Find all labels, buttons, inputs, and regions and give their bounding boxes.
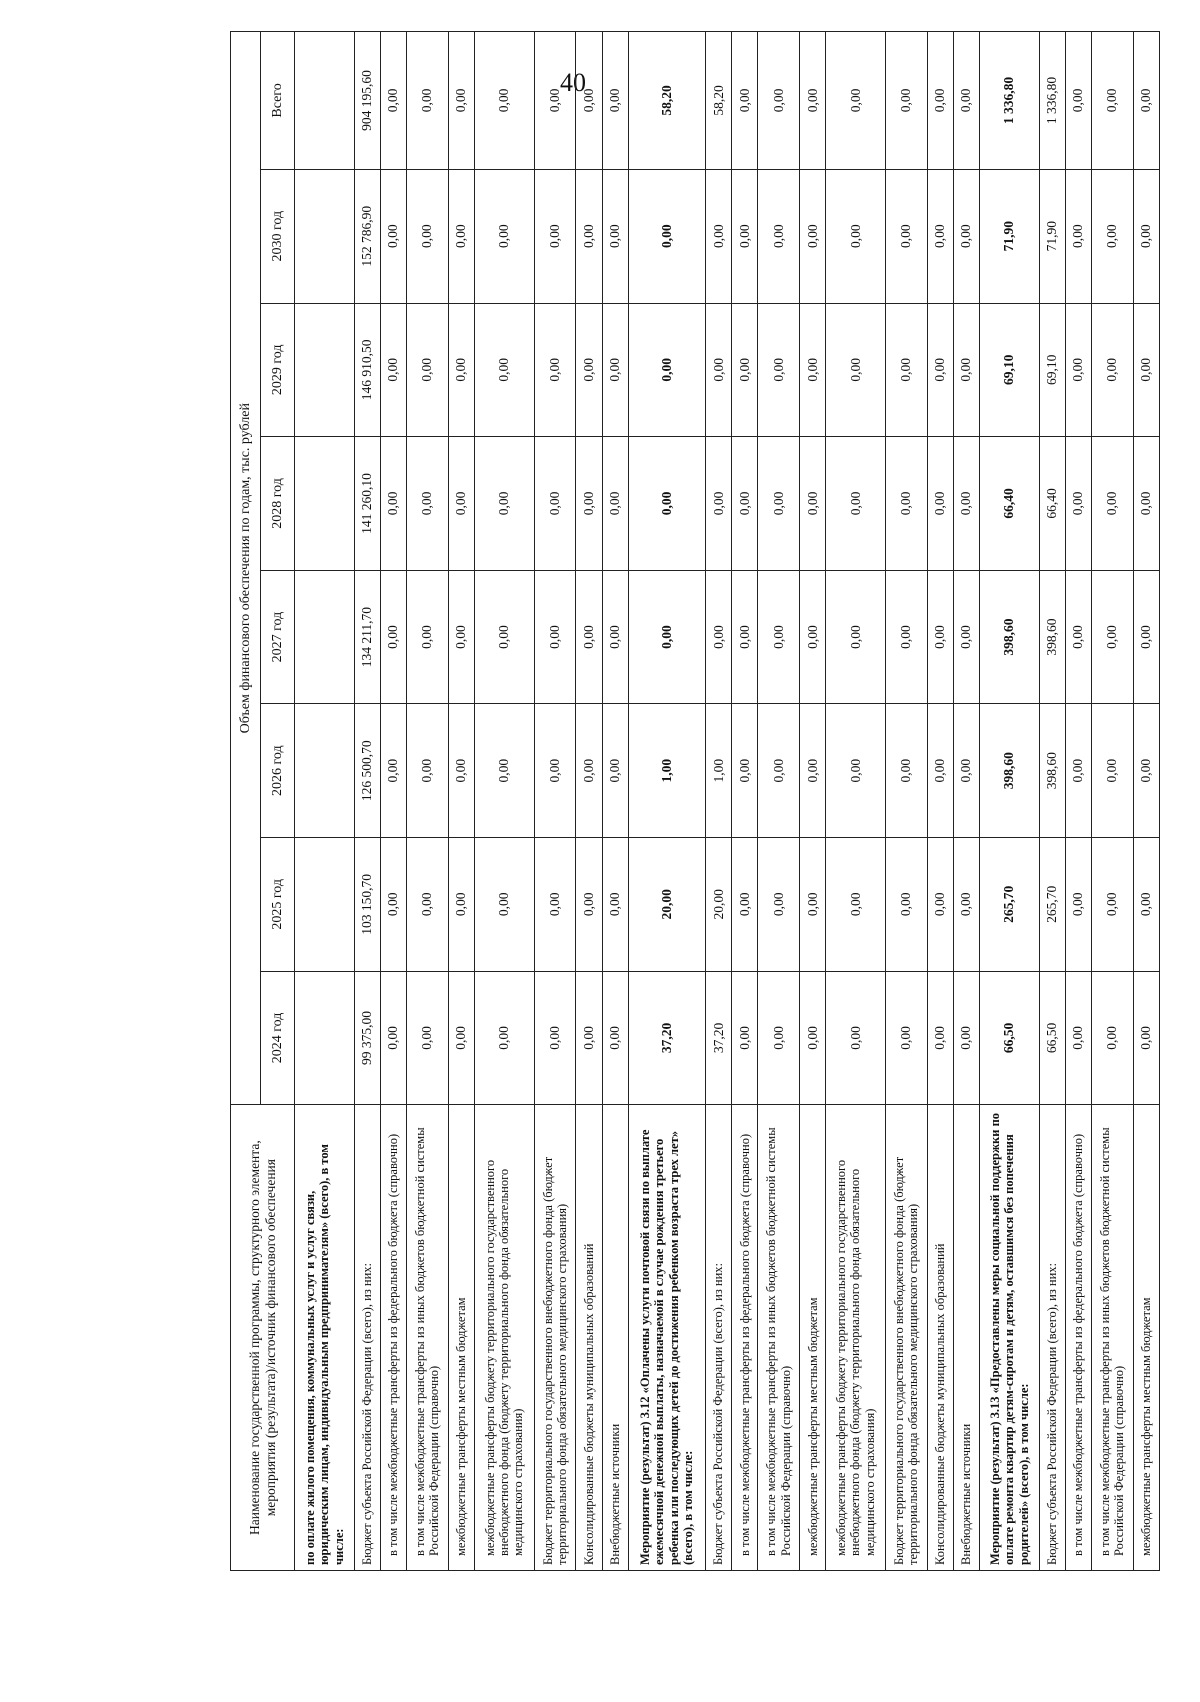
row-value: 0,00 <box>448 704 474 838</box>
row-value: 0,00 <box>732 570 758 704</box>
row-value: 0,00 <box>1091 704 1133 838</box>
row-value: 0,00 <box>953 838 979 972</box>
row-value: 0,00 <box>953 32 979 170</box>
row-value: 0,00 <box>1065 570 1091 704</box>
row-value: 0,00 <box>1133 32 1159 170</box>
header-year: 2024 год <box>261 971 295 1105</box>
row-value: 0,00 <box>1091 169 1133 303</box>
row-value: 0,00 <box>576 303 602 437</box>
row-value: 0,00 <box>576 971 602 1105</box>
row-value: 71,90 <box>1039 169 1065 303</box>
row-value: 146 910,50 <box>354 303 380 437</box>
row-value: 0,00 <box>576 838 602 972</box>
row-value: 0,00 <box>706 437 732 571</box>
header-total: Всего <box>261 32 295 170</box>
row-value: 0,00 <box>758 570 800 704</box>
row-value: 0,00 <box>406 570 448 704</box>
row-value: 69,10 <box>1039 303 1065 437</box>
row-value: 0,00 <box>474 704 534 838</box>
row-value: 0,00 <box>602 570 628 704</box>
table-row <box>602 32 628 1571</box>
row-value: 0,00 <box>927 303 953 437</box>
row-value: 0,00 <box>628 303 706 437</box>
row-name: межбюджетные трансферты местным бюджетам <box>800 1105 826 1571</box>
row-name: в том числе межбюджетные трансферты из федерального бюджета (справочно) <box>1065 1105 1091 1571</box>
row-value: 0,00 <box>576 704 602 838</box>
row-value: 0,00 <box>826 437 886 571</box>
row-value: 0,00 <box>448 971 474 1105</box>
row-value: 141 260,10 <box>354 437 380 571</box>
row-value: 0,00 <box>576 169 602 303</box>
row-value: 0,00 <box>448 169 474 303</box>
row-value: 58,20 <box>706 32 732 170</box>
table-row <box>1091 32 1133 1571</box>
row-value: 0,00 <box>380 971 406 1105</box>
row-value: 69,10 <box>979 303 1039 437</box>
row-value: 0,00 <box>534 303 576 437</box>
row-value: 0,00 <box>1091 570 1133 704</box>
row-value: 0,00 <box>927 570 953 704</box>
header-year: 2026 год <box>261 704 295 838</box>
row-value: 0,00 <box>800 169 826 303</box>
table-row <box>885 32 927 1571</box>
row-value: 0,00 <box>406 169 448 303</box>
row-value: 0,00 <box>826 169 886 303</box>
table-row <box>1065 32 1091 1571</box>
row-value: 0,00 <box>406 32 448 170</box>
row-value: 0,00 <box>800 971 826 1105</box>
row-value <box>295 838 355 972</box>
row-value: 0,00 <box>406 704 448 838</box>
row-value <box>295 570 355 704</box>
row-value: 0,00 <box>758 704 800 838</box>
row-value: 0,00 <box>448 437 474 571</box>
header-year: 2025 год <box>261 838 295 972</box>
row-value: 0,00 <box>602 437 628 571</box>
row-value: 0,00 <box>602 32 628 170</box>
row-value: 0,00 <box>927 971 953 1105</box>
row-value: 0,00 <box>1065 437 1091 571</box>
table-row <box>979 32 1039 1571</box>
row-value: 0,00 <box>885 570 927 704</box>
header-year: 2030 год <box>261 169 295 303</box>
row-value: 0,00 <box>1065 169 1091 303</box>
row-value: 1 336,80 <box>979 32 1039 170</box>
row-value: 0,00 <box>534 704 576 838</box>
row-value: 0,00 <box>474 570 534 704</box>
row-value: 0,00 <box>1133 570 1159 704</box>
row-value: 0,00 <box>406 971 448 1105</box>
row-value: 0,00 <box>1091 32 1133 170</box>
row-value: 71,90 <box>979 169 1039 303</box>
row-value: 0,00 <box>927 169 953 303</box>
row-value: 0,00 <box>1133 169 1159 303</box>
row-value: 0,00 <box>628 169 706 303</box>
row-value: 398,60 <box>1039 570 1065 704</box>
row-value: 0,00 <box>380 570 406 704</box>
row-name: Мероприятие (результат) 3.12 «Оплачены услуги почтовой связи по выплате ежемесячной денежной выплаты, назначаемой в случае рождения третьего ребенка или последующих детей до достижения ребенком возраста трех лет» (всего), в том числе: <box>628 1105 706 1571</box>
row-value <box>295 971 355 1105</box>
row-value: 0,00 <box>1133 971 1159 1105</box>
row-value: 0,00 <box>732 704 758 838</box>
row-value: 0,00 <box>380 169 406 303</box>
row-value: 0,00 <box>1065 838 1091 972</box>
header-name-column: Наименование государственной программы, структурного элемента, мероприятия (результата)/источник финансового обеспечения <box>231 1105 295 1571</box>
row-value: 0,00 <box>885 704 927 838</box>
row-value: 0,00 <box>732 838 758 972</box>
table-row <box>295 32 355 1571</box>
row-value: 0,00 <box>534 838 576 972</box>
row-value: 0,00 <box>534 971 576 1105</box>
row-name: в том числе межбюджетные трансферты из иных бюджетов бюджетной системы Российской Федерации (справочно) <box>758 1105 800 1571</box>
row-name: Внебюджетные источники <box>602 1105 628 1571</box>
row-value: 0,00 <box>927 704 953 838</box>
row-value: 0,00 <box>602 838 628 972</box>
row-value: 99 375,00 <box>354 971 380 1105</box>
row-name: Бюджет территориального государственного внебюджетного фонда (бюджет территориального фонда обязательного медицинского страхования) <box>885 1105 927 1571</box>
row-value: 0,00 <box>758 32 800 170</box>
table-row <box>706 32 732 1571</box>
table-row <box>628 32 706 1571</box>
row-name: межбюджетные трансферты местным бюджетам <box>448 1105 474 1571</box>
table-row <box>1039 32 1065 1571</box>
table-row <box>406 32 448 1571</box>
row-value: 0,00 <box>758 838 800 972</box>
row-value: 0,00 <box>380 704 406 838</box>
row-value: 904 195,60 <box>354 32 380 170</box>
row-value: 398,60 <box>979 570 1039 704</box>
row-name: межбюджетные трансферты бюджету территориального государственного внебюджетного фонда (бюджету территориального фонда обязательного медицинского страхования) <box>474 1105 534 1571</box>
row-value: 398,60 <box>1039 704 1065 838</box>
row-value: 0,00 <box>826 32 886 170</box>
row-value: 37,20 <box>628 971 706 1105</box>
row-value: 66,40 <box>979 437 1039 571</box>
row-value: 0,00 <box>1133 704 1159 838</box>
row-value: 0,00 <box>758 971 800 1105</box>
row-value: 0,00 <box>602 303 628 437</box>
header-year: 2028 год <box>261 437 295 571</box>
row-name: Бюджет субъекта Российской Федерации (всего), из них: <box>706 1105 732 1571</box>
row-value: 265,70 <box>1039 838 1065 972</box>
row-value: 0,00 <box>534 570 576 704</box>
row-name: Внебюджетные источники <box>953 1105 979 1571</box>
table-body <box>295 32 1160 1571</box>
row-value: 0,00 <box>1091 838 1133 972</box>
table-row <box>448 32 474 1571</box>
row-value: 1,00 <box>628 704 706 838</box>
row-value: 0,00 <box>732 32 758 170</box>
row-value: 0,00 <box>885 303 927 437</box>
row-name: в том числе межбюджетные трансферты из иных бюджетов бюджетной системы Российской Федерации (справочно) <box>1091 1105 1133 1571</box>
row-name: Бюджет субъекта Российской Федерации (всего), из них: <box>354 1105 380 1571</box>
row-value: 0,00 <box>1091 971 1133 1105</box>
table-row <box>354 32 380 1571</box>
table-row <box>758 32 800 1571</box>
table-row <box>826 32 886 1571</box>
row-value: 0,00 <box>380 437 406 571</box>
row-value: 0,00 <box>826 570 886 704</box>
row-value: 0,00 <box>406 437 448 571</box>
row-value: 126 500,70 <box>354 704 380 838</box>
row-value: 0,00 <box>732 971 758 1105</box>
row-value: 66,40 <box>1039 437 1065 571</box>
row-value <box>295 303 355 437</box>
row-value: 0,00 <box>1065 32 1091 170</box>
row-value <box>295 32 355 170</box>
header-year: 2027 год <box>261 570 295 704</box>
row-name: Бюджет субъекта Российской Федерации (всего), из них: <box>1039 1105 1065 1571</box>
row-value: 0,00 <box>448 32 474 170</box>
row-value: 20,00 <box>628 838 706 972</box>
row-value: 66,50 <box>1039 971 1065 1105</box>
table-row <box>474 32 534 1571</box>
table-row <box>953 32 979 1571</box>
row-value: 0,00 <box>826 303 886 437</box>
table-row <box>732 32 758 1571</box>
row-value: 0,00 <box>628 570 706 704</box>
row-value: 0,00 <box>380 32 406 170</box>
row-value: 0,00 <box>406 838 448 972</box>
row-name: в том числе межбюджетные трансферты из федерального бюджета (справочно) <box>732 1105 758 1571</box>
row-value: 0,00 <box>474 32 534 170</box>
row-value: 1 336,80 <box>1039 32 1065 170</box>
row-value: 0,00 <box>706 169 732 303</box>
row-name: в том числе межбюджетные трансферты из иных бюджетов бюджетной системы Российской Федерации (справочно) <box>406 1105 448 1571</box>
row-value: 0,00 <box>448 303 474 437</box>
row-value: 134 211,70 <box>354 570 380 704</box>
row-value <box>295 704 355 838</box>
row-value: 0,00 <box>1065 971 1091 1105</box>
row-value: 0,00 <box>380 303 406 437</box>
header-year: 2029 год <box>261 303 295 437</box>
row-value: 0,00 <box>602 704 628 838</box>
row-value: 20,00 <box>706 838 732 972</box>
row-value: 0,00 <box>758 303 800 437</box>
row-value: 0,00 <box>758 169 800 303</box>
row-value: 66,50 <box>979 971 1039 1105</box>
row-value: 0,00 <box>576 437 602 571</box>
table-row <box>380 32 406 1571</box>
row-value: 0,00 <box>474 169 534 303</box>
financing-table <box>230 31 1160 1571</box>
row-value: 103 150,70 <box>354 838 380 972</box>
row-value: 0,00 <box>927 32 953 170</box>
row-value: 0,00 <box>474 303 534 437</box>
page-number: 40 <box>560 68 586 97</box>
row-value: 265,70 <box>979 838 1039 972</box>
row-value: 0,00 <box>826 971 886 1105</box>
row-name: Консолидированные бюджеты муниципальных образований <box>576 1105 602 1571</box>
row-value: 0,00 <box>927 437 953 571</box>
row-value: 0,00 <box>576 570 602 704</box>
row-value: 152 786,90 <box>354 169 380 303</box>
row-value: 0,00 <box>602 971 628 1105</box>
header-row-1 <box>231 32 261 1571</box>
row-value: 0,00 <box>953 570 979 704</box>
row-value: 0,00 <box>474 838 534 972</box>
row-value: 0,00 <box>534 169 576 303</box>
row-value: 398,60 <box>979 704 1039 838</box>
row-value: 0,00 <box>826 704 886 838</box>
row-value: 0,00 <box>953 971 979 1105</box>
row-value: 0,00 <box>706 303 732 437</box>
row-value: 0,00 <box>927 838 953 972</box>
row-value: 0,00 <box>885 971 927 1105</box>
row-value: 58,20 <box>628 32 706 170</box>
row-value <box>295 437 355 571</box>
row-value: 0,00 <box>800 570 826 704</box>
row-value: 0,00 <box>732 303 758 437</box>
row-value: 0,00 <box>800 303 826 437</box>
row-value: 0,00 <box>1133 303 1159 437</box>
row-value: 0,00 <box>800 704 826 838</box>
row-name: Консолидированные бюджеты муниципальных образований <box>927 1105 953 1571</box>
row-value: 0,00 <box>706 570 732 704</box>
row-value: 37,20 <box>706 971 732 1105</box>
row-value: 0,00 <box>953 437 979 571</box>
row-value: 0,00 <box>732 437 758 571</box>
row-value: 0,00 <box>474 437 534 571</box>
row-value: 0,00 <box>448 570 474 704</box>
row-value: 0,00 <box>885 838 927 972</box>
table-row <box>534 32 576 1571</box>
row-value <box>295 169 355 303</box>
row-value: 0,00 <box>1065 303 1091 437</box>
row-value: 1,00 <box>706 704 732 838</box>
row-value: 0,00 <box>826 838 886 972</box>
row-value: 0,00 <box>534 32 576 170</box>
row-value: 0,00 <box>474 971 534 1105</box>
row-name: Мероприятие (результат) 3.13 «Предоставлены меры социальной поддержки по оплате ремонта квартир детям-сиротам и детям, оставшимся без попечения родителей» (всего), в том числе: <box>979 1105 1039 1571</box>
table-row <box>800 32 826 1571</box>
rotated-table-container <box>230 31 1160 1571</box>
row-value: 0,00 <box>953 303 979 437</box>
table-row <box>576 32 602 1571</box>
row-value: 0,00 <box>953 704 979 838</box>
row-value: 0,00 <box>380 838 406 972</box>
row-value: 0,00 <box>953 169 979 303</box>
row-value: 0,00 <box>1133 437 1159 571</box>
table-row <box>927 32 953 1571</box>
row-value: 0,00 <box>628 437 706 571</box>
row-value: 0,00 <box>406 303 448 437</box>
row-name: в том числе межбюджетные трансферты из федерального бюджета (справочно) <box>380 1105 406 1571</box>
row-value: 0,00 <box>576 32 602 170</box>
row-name: межбюджетные трансферты местным бюджетам <box>1133 1105 1159 1571</box>
row-value: 0,00 <box>885 437 927 571</box>
row-value: 0,00 <box>758 437 800 571</box>
row-value: 0,00 <box>534 437 576 571</box>
row-name: по оплате жилого помещения, коммунальных услуг и услуг связи, юридическим лицам, индивидуальным предпринимателям» (всего), в том числе: <box>295 1105 355 1571</box>
row-value: 0,00 <box>885 169 927 303</box>
row-value: 0,00 <box>1133 838 1159 972</box>
row-value: 0,00 <box>1091 437 1133 571</box>
table-row <box>1133 32 1159 1571</box>
row-value: 0,00 <box>885 32 927 170</box>
header-volume: Объем финансового обеспечения по годам, тыс. рублей <box>231 32 261 1105</box>
row-value: 0,00 <box>800 437 826 571</box>
row-value: 0,00 <box>800 32 826 170</box>
row-value: 0,00 <box>602 169 628 303</box>
row-value: 0,00 <box>732 169 758 303</box>
row-value: 0,00 <box>800 838 826 972</box>
row-value: 0,00 <box>1065 704 1091 838</box>
row-value: 0,00 <box>448 838 474 972</box>
row-value: 0,00 <box>1091 303 1133 437</box>
row-name: Бюджет территориального государственного внебюджетного фонда (бюджет территориального фонда обязательного медицинского страхования) <box>534 1105 576 1571</box>
row-name: межбюджетные трансферты бюджету территориального государственного внебюджетного фонда (бюджету территориального фонда обязательного медицинского страхования) <box>826 1105 886 1571</box>
